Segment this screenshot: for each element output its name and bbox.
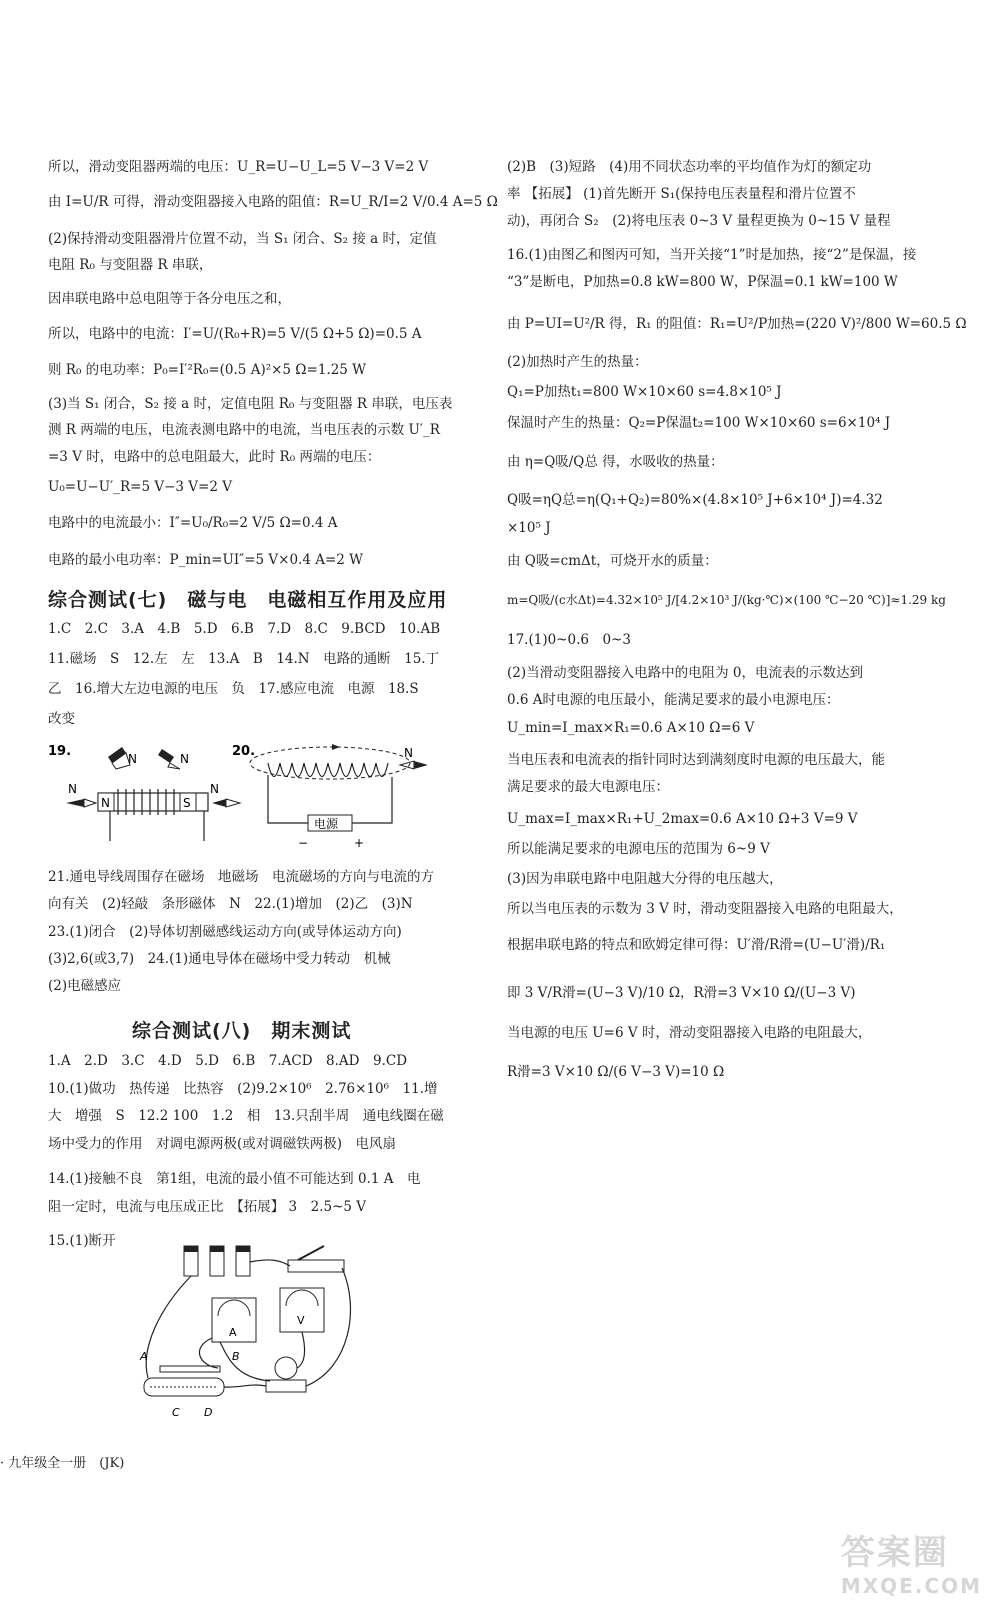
voltmeter-letter: V bbox=[297, 1314, 305, 1327]
right-line: 率 【拓展】 (1)首先断开 S₁(保持电压表量程和滑片位置不 bbox=[507, 186, 856, 202]
right-line: ×10⁵ J bbox=[507, 520, 551, 536]
fig19-right-n: N bbox=[210, 782, 219, 796]
figure-19-20 bbox=[40, 735, 480, 855]
compass-right-icon bbox=[212, 799, 226, 807]
fig19-n-label-2: N bbox=[180, 752, 189, 766]
answer-line: 15.(1)断开 bbox=[48, 1233, 116, 1249]
right-line: 满足要求的最大电源电压： bbox=[507, 779, 669, 795]
answer-line: (2)电磁感应 bbox=[48, 978, 122, 994]
compass-20-icon bbox=[400, 761, 414, 769]
compass-needle-icon bbox=[158, 749, 180, 769]
fig19-label: 19. bbox=[48, 744, 72, 759]
answer-line: 10.(1)做功 热传递 比热容 (2)9.2×10⁶ 2.76×10⁶ 11.增 bbox=[48, 1081, 438, 1097]
answer-line: 大 增强 S 12.2 100 1.2 相 13.只刮半周 通电线圈在磁 bbox=[48, 1108, 444, 1124]
right-line: 动)，再闭合 S₂ (2)将电压表 0~3 V 量程更换为 0~15 V 量程 bbox=[507, 213, 891, 229]
terminal-b: B bbox=[232, 1350, 240, 1363]
left-line: 则 R₀ 的电功率：P₀=I′²R₀=(0.5 A)²×5 Ω=1.25 W bbox=[48, 362, 367, 378]
terminal-c: C bbox=[172, 1406, 180, 1419]
ammeter-letter: A bbox=[229, 1326, 237, 1339]
right-line: Q₁=P加热t₁=800 W×10×60 s=4.8×10⁵ J bbox=[507, 384, 782, 400]
right-line: 0.6 A时电源的电压最小，能满足要求的最小电源电压： bbox=[507, 692, 840, 708]
terminal-d: D bbox=[204, 1406, 213, 1419]
answer-line: 向有关 (2)轻敲 条形磁体 N 22.(1)增加 (2)乙 (3)N bbox=[48, 896, 413, 912]
left-line: 所以，电路中的电流：I′=U/(R₀+R)=5 V/(5 Ω+5 Ω)=0.5 A bbox=[48, 326, 422, 342]
minus-sign: − bbox=[298, 836, 309, 850]
answer-line: 改变 bbox=[48, 711, 75, 727]
answer-line: 14.(1)接触不良 第1组，电流的最小值不可能达到 0.1 A 电 bbox=[48, 1171, 421, 1187]
left-line: 电路中的电流最小：I″=U₀/R₀=2 V/5 Ω=0.4 A bbox=[48, 515, 338, 531]
right-line: U_min=I_max×R₁=0.6 A×10 Ω=6 V bbox=[507, 720, 755, 736]
left-line: 电阻 R₀ 与变阻器 R 串联， bbox=[48, 257, 213, 273]
right-line: R滑=3 V×10 Ω/(6 V−3 V)=10 Ω bbox=[507, 1064, 725, 1080]
left-line: 由 I=U/R 可得，滑动变阻器接入电路的阻值：R=U_R/I=2 V/0.4 A=5 Ω bbox=[48, 194, 498, 210]
circuit-figure bbox=[120, 1238, 370, 1438]
switch-icon bbox=[288, 1260, 344, 1272]
answer-line: 场中受力的作用 对调电源两极(或对调磁铁两极) 电风扇 bbox=[48, 1136, 397, 1152]
left-line: (3)当 S₁ 闭合，S₂ 接 a 时，定值电阻 R₀ 与变阻器 R 串联，电压表 bbox=[48, 396, 453, 412]
right-line: 17.(1)0~0.6 0~3 bbox=[507, 632, 631, 648]
arrow-icon bbox=[332, 744, 340, 750]
answer-line: (3)2,6(或3,7) 24.(1)通电导体在磁场中受力转动 机械 bbox=[48, 951, 391, 967]
right-line: 16.(1)由图乙和图丙可知，当开关接“1”时是加热，接“2”是保温，接 bbox=[507, 247, 917, 263]
answer-line: 1.A 2.D 3.C 4.D 5.D 6.B 7.ACD 8.AD 9.CD bbox=[48, 1053, 408, 1069]
compass-left-icon bbox=[66, 799, 84, 807]
field-line bbox=[250, 747, 410, 779]
answer-line: 乙 16.增大左边电源的电压 负 17.感应电流 电源 18.S bbox=[48, 681, 419, 697]
right-line: 保温时产生的热量：Q₂=P保温t₂=100 W×10×60 s=6×10⁴ J bbox=[507, 415, 891, 431]
answer-line: 1.C 2.C 3.A 4.B 5.D 6.B 7.D 8.C 9.BCD 10.AB bbox=[48, 621, 441, 637]
section-8-title: 综合测试(八) 期末测试 bbox=[132, 1020, 352, 1042]
answer-line: 11.磁场 S 12.左 左 13.A B 14.N 电路的通断 15.丁 bbox=[48, 651, 440, 667]
right-line: 当电源的电压 U=6 V 时，滑动变阻器接入电路的电阻最大， bbox=[507, 1025, 872, 1041]
right-line: 所以能满足要求的电源电压的范围为 6~9 V bbox=[507, 841, 770, 857]
watermark-main: 答案圈 bbox=[840, 1533, 949, 1573]
pole-n-letter: N bbox=[101, 796, 110, 810]
left-line: 所以，滑动变阻器两端的电压：U_R=U−U_L=5 V−3 V=2 V bbox=[48, 159, 429, 175]
pole-s-letter: S bbox=[183, 796, 191, 810]
answer-line: 23.(1)闭合 (2)导体切割磁感线运动方向(或导体运动方向) bbox=[48, 924, 402, 940]
right-line: 根据串联电路的特点和欧姆定律可得：U′滑/R滑=(U−U′滑)/R₁ bbox=[507, 937, 886, 953]
right-line: m=Q吸/(c水Δt)=4.32×10⁵ J/[4.2×10³ J/(kg·℃)×(100 ℃−20 ℃)]≈1.29 kg bbox=[507, 593, 946, 607]
watermark-sub: MXQE.COM bbox=[840, 1574, 982, 1598]
right-line: 即 3 V/R滑=(U−3 V)/10 Ω，R滑=3 V×10 Ω/(U−3 V) bbox=[507, 985, 856, 1001]
fig19-left-n: N bbox=[68, 782, 77, 796]
right-line: (2)当滑动变阻器接入电路中的电阻为 0，电流表的示数达到 bbox=[507, 665, 864, 681]
right-line: (3)因为串联电路中电阻越大分得的电压越大， bbox=[507, 871, 783, 887]
watermark-logo bbox=[841, 1525, 982, 1598]
left-line: 测 R 两端的电压，电流表测电路中的电流，当电压表的示数 U′_R bbox=[48, 422, 440, 438]
fig19-n-label-1: N bbox=[128, 752, 137, 766]
answer-line: 21.通电导线周围存在磁场 地磁场 电流磁场的方向与电流的方 bbox=[48, 869, 434, 885]
right-line: 由 P=UI=U²/R 得，R₁ 的阻值：R₁=U²/P加热=(220 V)²/800 W=60.5 Ω bbox=[507, 316, 967, 332]
right-line: 由 Q吸=cmΔt，可烧开水的质量： bbox=[507, 553, 718, 569]
right-line: 当电压表和电流表的指针同时达到满刻度时电源的电压最大，能 bbox=[507, 752, 885, 768]
fig20-n-label: N bbox=[404, 746, 413, 760]
bulb-icon bbox=[275, 1357, 297, 1379]
right-line: 所以当电压表的示数为 3 V 时，滑动变阻器接入电路的电阻最大， bbox=[507, 901, 903, 917]
compass-needle-icon bbox=[108, 747, 130, 769]
right-line: “3”是断电，P加热=0.8 kW=800 W，P保温=0.1 kW=100 W bbox=[507, 274, 898, 290]
terminal-a: A bbox=[140, 1350, 148, 1363]
coil-windings-20 bbox=[268, 763, 392, 823]
section-7-title: 综合测试(七) 磁与电 电磁相互作用及应用 bbox=[48, 589, 448, 611]
answer-line: 阻一定时，电流与电压成正比 【拓展】 3 2.5~5 V bbox=[48, 1199, 367, 1215]
plus-sign: + bbox=[354, 836, 365, 850]
right-line: (2)加热时产生的热量： bbox=[507, 354, 648, 370]
right-line: Q吸=ηQ总=η(Q₁+Q₂)=80%×(4.8×10⁵ J+6×10⁴ J)=4.32 bbox=[507, 492, 883, 508]
power-source-label: 电源 bbox=[314, 817, 339, 831]
left-line: 因串联电路中总电阻等于各分电压之和， bbox=[48, 291, 291, 307]
left-line: =3 V 时，电路中的总电阻最大，此时 R₀ 两端的电压： bbox=[48, 449, 381, 465]
right-line: U_max=I_max×R₁+U_2max=0.6 A×10 Ω+3 V=9 V bbox=[507, 811, 858, 827]
left-line: 电路的最小电功率：P_min=UI″=5 V×0.4 A=2 W bbox=[48, 552, 364, 568]
right-line: 由 η=Q吸/Q总 得，水吸收的热量： bbox=[507, 454, 724, 470]
fig20-label: 20. bbox=[232, 744, 256, 759]
right-line: (2)B (3)短路 (4)用不同状态功率的平均值作为灯的额定功 bbox=[507, 159, 872, 175]
page-footer: · 九年级全一册 (JK) bbox=[0, 1456, 125, 1471]
left-line: (2)保持滑动变阻器滑片位置不动，当 S₁ 闭合、S₂ 接 a 时，定值 bbox=[48, 231, 437, 247]
left-line: U₀=U−U′_R=5 V−3 V=2 V bbox=[48, 479, 232, 495]
